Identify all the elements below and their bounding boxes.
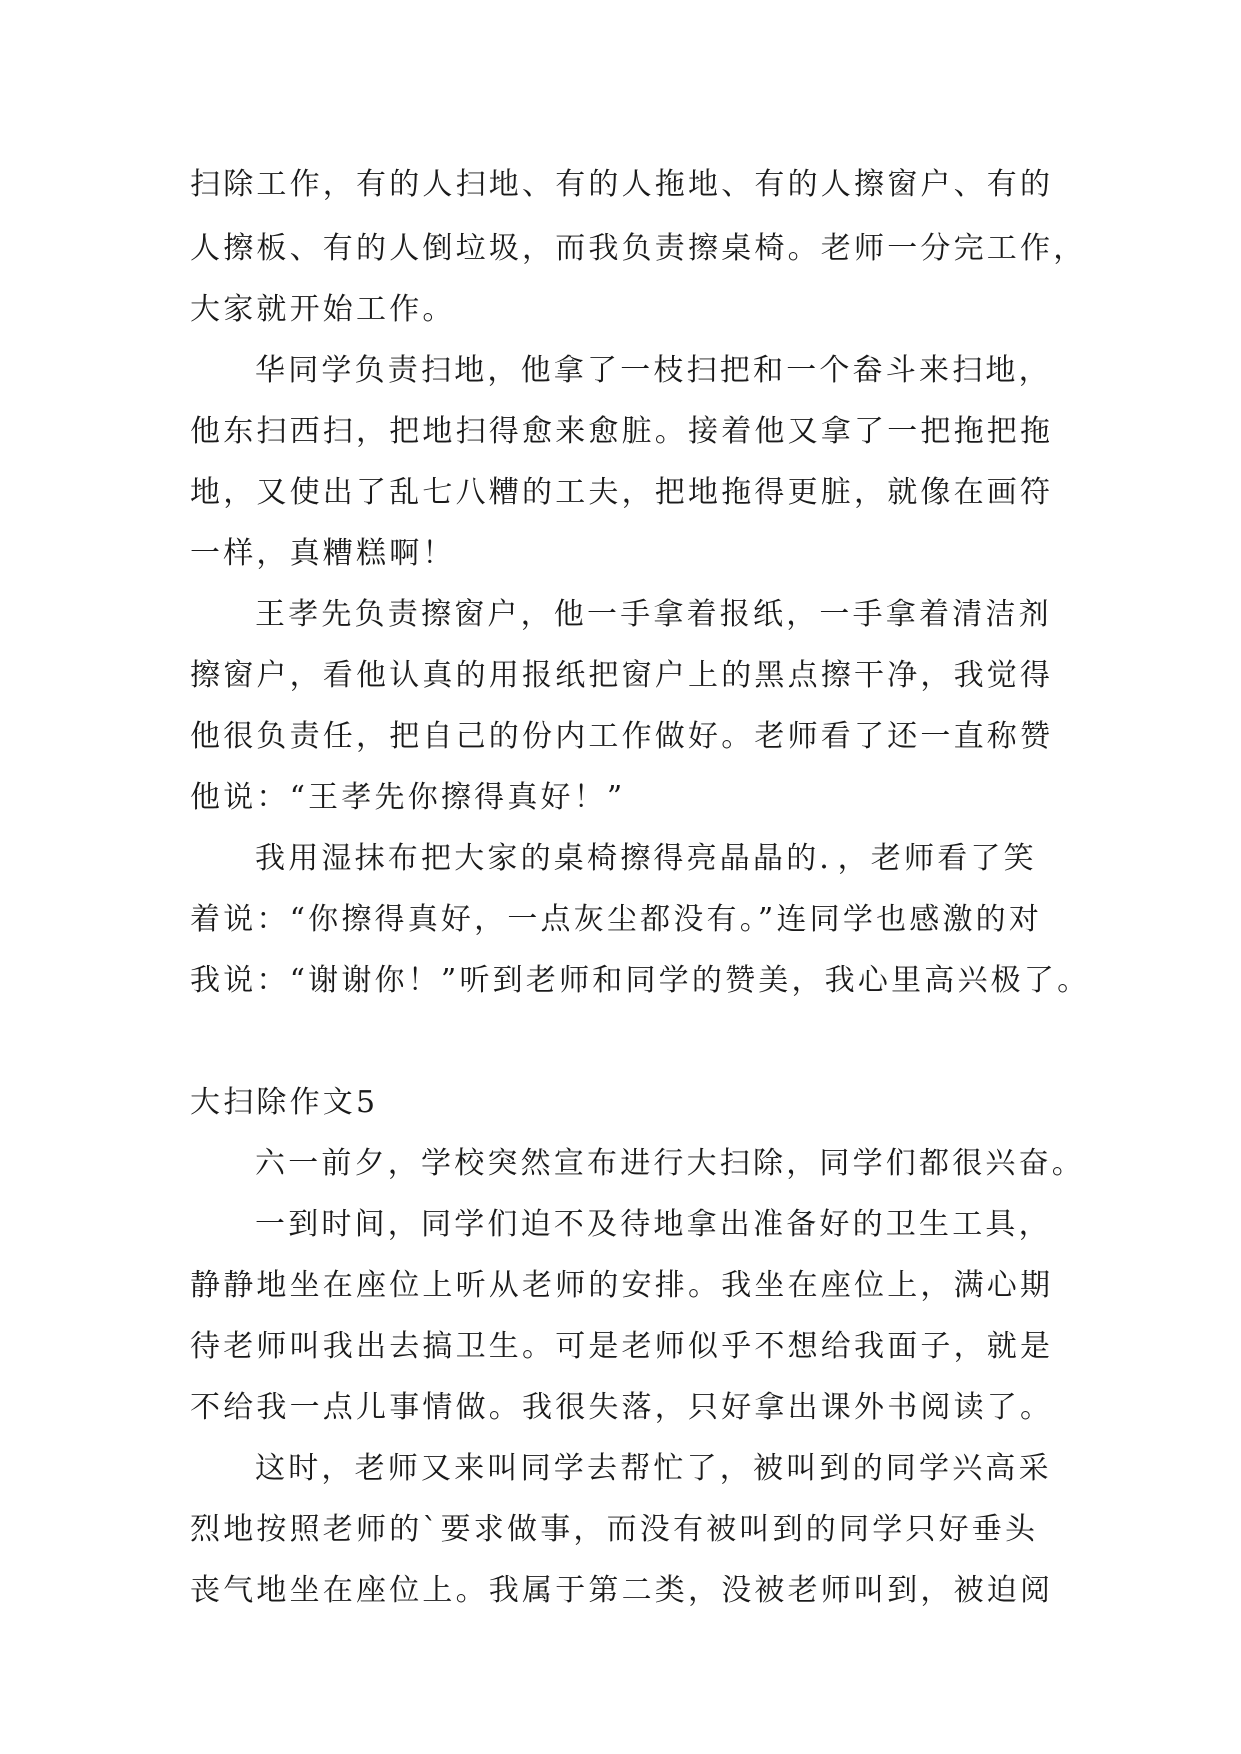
text-line: 大家就开始工作。 <box>190 292 456 327</box>
section-heading: 大扫除作文5 <box>190 1085 379 1120</box>
text-line: 着说：“你擦得真好，一点灰尘都没有。”连同学也感激的对 <box>190 902 1043 937</box>
text-line: 他说：“王孝先你擦得真好！” <box>190 780 626 815</box>
text-line: 一样，真糟糕啊！ <box>190 536 456 571</box>
text-line: 丧气地坐在座位上。我属于第二类，没被老师叫到，被迫阅 <box>190 1573 1054 1608</box>
paragraph-first-line: 这时，老师又来叫同学去帮忙了，被叫到的同学兴高采 <box>255 1451 1052 1486</box>
text-line: 他东扫西扫，把地扫得愈来愈脏。接着他又拿了一把拖把拖 <box>190 414 1054 449</box>
text-line: 烈地按照老师的`要求做事，而没有被叫到的同学只好垂头 <box>190 1512 1039 1547</box>
paragraph-first-line: 华同学负责扫地，他拿了一枝扫把和一个畚斗来扫地， <box>255 353 1052 388</box>
text-line: 我说：“谢谢你！”听到老师和同学的赞美，我心里高兴极了。 <box>190 963 1091 998</box>
paragraph-first-line: 六一前夕，学校突然宣布进行大扫除，同学们都很兴奋。 <box>255 1146 1085 1181</box>
text-line: 静静地坐在座位上听从老师的安排。我坐在座位上，满心期 <box>190 1268 1054 1303</box>
paragraph-first-line: 我用湿抹布把大家的桌椅擦得亮晶晶的．，老师看了笑 <box>255 841 1037 876</box>
text-line: 他很负责任，把自己的份内工作做好。老师看了还一直称赞 <box>190 719 1054 754</box>
text-line: 不给我一点儿事情做。我很失落，只好拿出课外书阅读了。 <box>190 1390 1054 1425</box>
text-line: 待老师叫我出去搞卫生。可是老师似乎不想给我面子，就是 <box>190 1329 1054 1364</box>
text-line: 人擦板、有的人倒垃圾，而我负责擦桌椅。老师一分完工作， <box>190 231 1087 266</box>
text-line: 地，又使出了乱七八糟的工夫，把地拖得更脏，就像在画符 <box>190 475 1054 510</box>
paragraph-first-line: 一到时间，同学们迫不及待地拿出准备好的卫生工具， <box>255 1207 1052 1242</box>
paragraph-first-line: 王孝先负责擦窗户，他一手拿着报纸，一手拿着清洁剂 <box>255 597 1052 632</box>
text-line: 扫除工作，有的人扫地、有的人拖地、有的人擦窗户、有的 <box>190 167 1054 202</box>
text-line: 擦窗户，看他认真的用报纸把窗户上的黑点擦干净，我觉得 <box>190 658 1054 693</box>
